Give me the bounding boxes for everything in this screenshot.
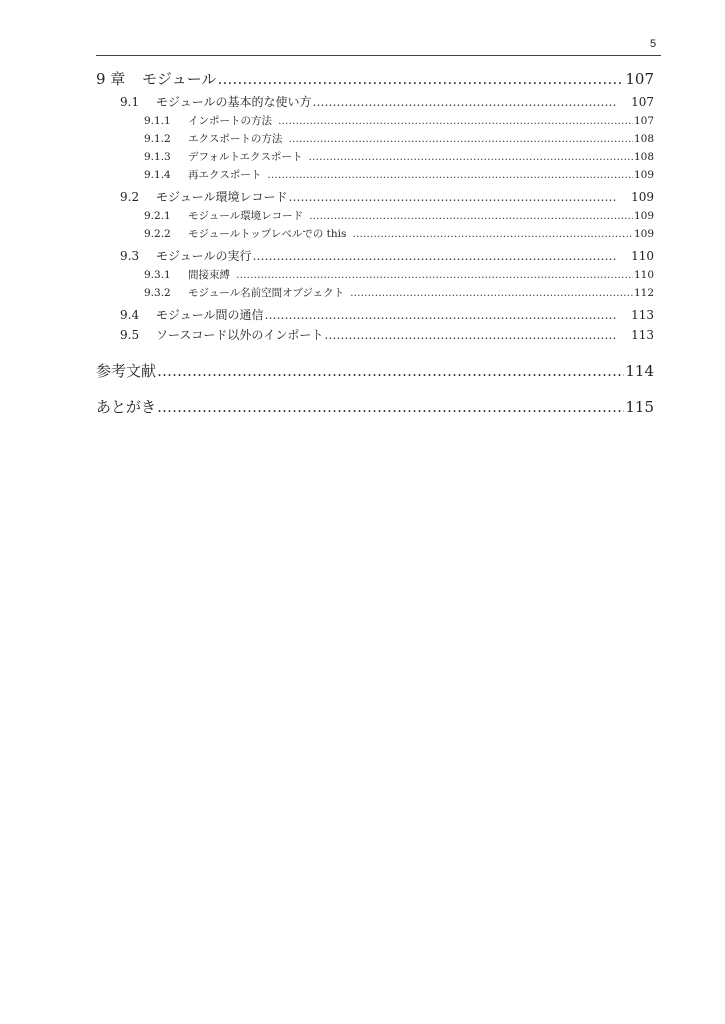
toc-afterword[interactable] [96, 396, 654, 418]
section-number: 9.4 [120, 308, 140, 322]
section-number: 9.5 [120, 328, 140, 342]
leader-dots [309, 210, 633, 222]
toc-section-9-2[interactable] [96, 188, 654, 208]
page-ref: 113 [631, 328, 654, 342]
toc-section-9-1[interactable] [96, 93, 654, 113]
page-ref: 108 [633, 133, 654, 145]
chapter-title: モジュール [142, 70, 217, 88]
section-title: モジュール間の通信 [156, 308, 264, 322]
page-ref: 109 [631, 190, 654, 204]
page-ref: 107 [633, 115, 654, 127]
page-ref: 108 [633, 151, 654, 163]
subsection-number: 9.3.1 [144, 269, 171, 281]
page-ref: 109 [633, 228, 654, 240]
leader-dots [288, 133, 633, 145]
leader-dots [267, 169, 633, 181]
leader-dots [253, 249, 616, 263]
toc-subsection-9-2-2[interactable] [96, 226, 654, 244]
toc-subsection-9-3-2[interactable] [96, 285, 654, 303]
page-ref: 109 [633, 210, 654, 222]
leader-dots [157, 398, 624, 416]
page-ref: 112 [633, 287, 654, 299]
toc-chapter-9[interactable] [96, 68, 654, 90]
subsection-title: モジュール名前空間オブジェクト [188, 287, 345, 299]
leader-dots [265, 308, 616, 322]
subsection-title: 再エクスポート [188, 169, 262, 181]
leader-dots [313, 95, 616, 109]
subsection-title: エクスポートの方法 [188, 133, 283, 145]
section-title: モジュールの実行 [156, 249, 252, 263]
references-title: 参考文献 [96, 362, 157, 380]
table-of-contents [96, 68, 654, 418]
section-number: 9.3 [120, 249, 140, 263]
section-number: 9.1 [120, 95, 140, 109]
section-title: モジュールの基本的な使い方 [156, 95, 312, 109]
subsection-number: 9.2.1 [144, 210, 171, 222]
page-ref: 107 [631, 95, 654, 109]
toc-subsection-9-1-2[interactable] [96, 131, 654, 149]
page-ref: 110 [631, 249, 654, 263]
toc-section-9-4[interactable] [96, 306, 654, 326]
toc-subsection-9-1-3[interactable] [96, 149, 654, 167]
subsection-number: 9.1.2 [144, 133, 171, 145]
page-ref: 109 [633, 169, 654, 181]
leader-dots [289, 190, 616, 204]
leader-dots [350, 287, 633, 299]
leader-dots [324, 328, 616, 342]
subsection-number: 9.2.2 [144, 228, 171, 240]
subsection-number: 9.1.1 [144, 115, 171, 127]
section-number: 9.2 [120, 190, 140, 204]
chapter-number: 9 章 [96, 70, 126, 88]
header-rule [96, 55, 661, 56]
subsection-number: 9.3.2 [144, 287, 171, 299]
subsection-title: 間接束縛 [188, 269, 230, 281]
page-ref: 110 [633, 269, 654, 281]
toc-section-9-5[interactable] [96, 326, 654, 346]
page-ref: 113 [631, 308, 654, 322]
toc-subsection-9-1-4[interactable] [96, 167, 654, 185]
leader-dots [236, 269, 633, 281]
subsection-title: デフォルトエクスポート [188, 151, 303, 163]
section-title: ソースコード以外のインポート [156, 328, 324, 342]
toc-subsection-9-3-1[interactable] [96, 267, 654, 285]
leader-dots [217, 70, 624, 88]
subsection-title: モジュール環境レコード [188, 210, 304, 222]
subsection-title: インポートの方法 [188, 115, 272, 127]
subsection-title: モジュールトップレベルでの this [188, 228, 347, 240]
afterword-title: あとがき [96, 398, 157, 416]
section-title: モジュール環境レコード [156, 190, 288, 204]
toc-references[interactable] [96, 360, 654, 382]
toc-subsection-9-1-1[interactable] [96, 113, 654, 131]
toc-subsection-9-2-1[interactable] [96, 208, 654, 226]
leader-dots [278, 115, 633, 127]
page-ref: 115 [625, 398, 654, 416]
page-ref: 114 [625, 362, 654, 380]
toc-section-9-3[interactable] [96, 247, 654, 267]
subsection-number: 9.1.3 [144, 151, 171, 163]
page-ref: 107 [625, 70, 654, 88]
leader-dots [352, 228, 633, 240]
page-number: 5 [650, 38, 657, 50]
leader-dots [157, 362, 624, 380]
leader-dots [308, 151, 633, 163]
subsection-number: 9.1.4 [144, 169, 171, 181]
